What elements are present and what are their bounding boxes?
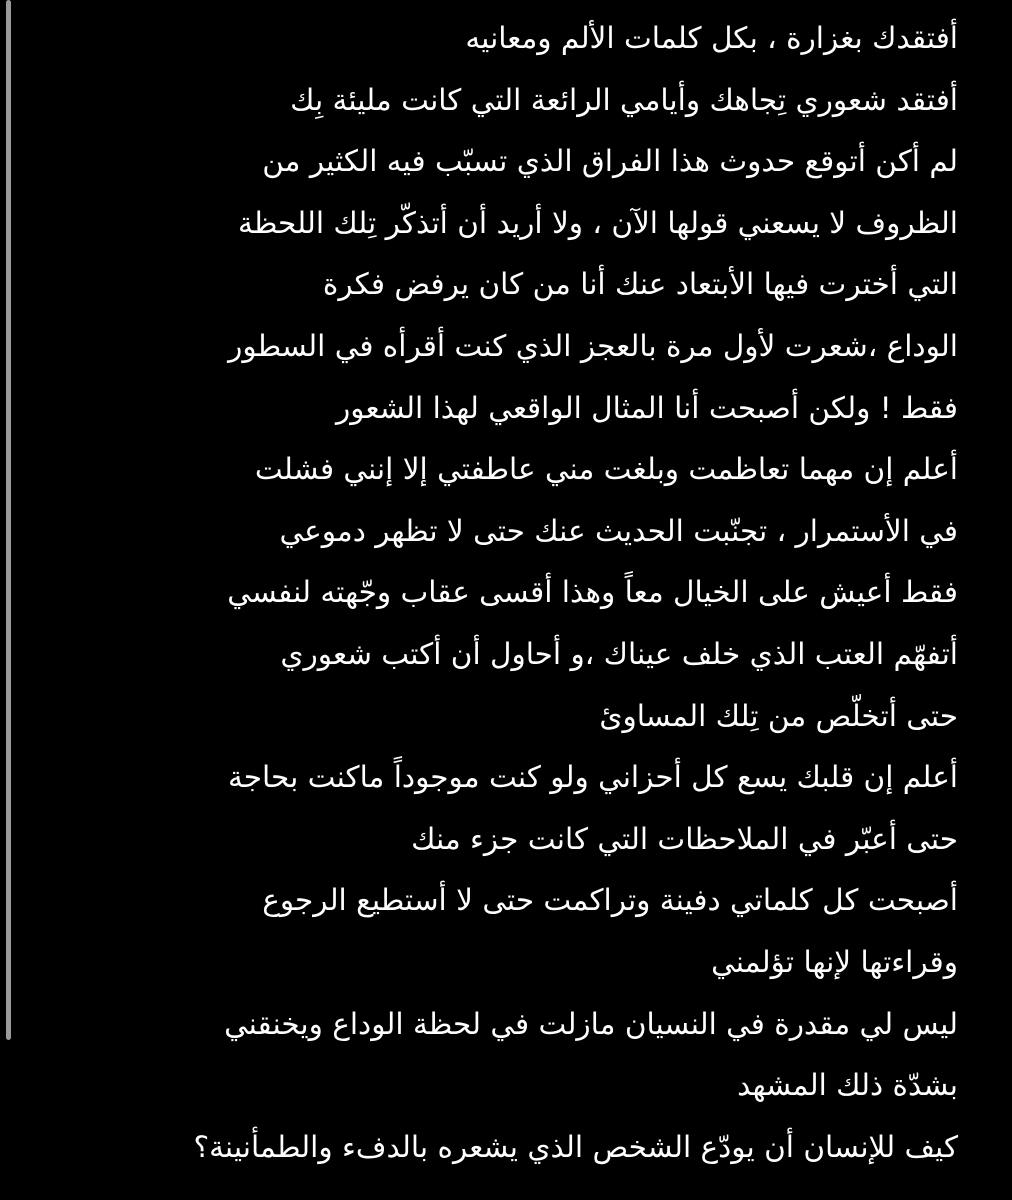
note-line-13: أعلم إن قلبك يسع كل أحزاني ولو كنت موجوداً ماكنت بحاجة	[227, 760, 958, 795]
note-line-2: أفتقد شعوري تِجاهك وأيامي الرائعة التي كانت مليئة بِك	[290, 82, 958, 117]
note-line-17: ليس لي مقدرة في النسيان مازلت في لحظة الوداع ويخنقني	[224, 1006, 958, 1041]
scrollbar-thumb[interactable]	[6, 0, 11, 1040]
note-line-5: التي أخترت فيها الأبتعاد عنك أنا من كان يرفض فكرة	[322, 267, 958, 302]
note-line-7: فقط ! ولكن أصبحت أنا المثال الواقعي لهذا الشعور	[336, 390, 958, 425]
note-line-9: في الأستمرار ، تجنّبت الحديث عنك حتى لا تظهر دموعي	[279, 513, 958, 548]
vertical-scrollbar[interactable]	[0, 0, 14, 1200]
note-line-16: وقراءتها لإنها تؤلمني	[711, 944, 958, 979]
note-line-15: أصبحت كل كلماتي دفينة وتراكمت حتى لا أستطيع الرجوع	[262, 883, 958, 918]
note-body[interactable]	[38, 8, 958, 1178]
note-line-6: الوداع ،شعرت لأول مرة بالعجز الذي كنت أقرأه في السطور	[228, 328, 958, 363]
note-line-19: كيف للإنسان أن يودّع الشخص الذي يشعره بالدفء والطمأنينة؟	[193, 1129, 958, 1164]
note-line-14: حتى أعبّر في الملاحظات التي كانت جزء منك	[411, 821, 958, 856]
note-line-11: أتفهّم العتب الذي خلف عيناك ،و أحاول أن أكتب شعوري	[280, 636, 958, 671]
note-line-12: حتى أتخلّص من تِلك المساوئ	[599, 698, 958, 733]
note-line-3: لم أكن أتوقع حدوث هذا الفراق الذي تسبّب فيه الكثير من	[262, 144, 958, 179]
note-line-10: فقط أعيش على الخيال معاً وهذا أقسى عقاب وجّهته لنفسي	[227, 575, 958, 610]
note-line-18: بشدّة ذلك المشهد	[737, 1068, 958, 1103]
note-line-1: أفتقدك بغزارة ، بكل كلمات الألم ومعانيه	[465, 21, 958, 55]
note-line-8: أعلم إن مهما تعاظمت وبلغت مني عاطفتي إلا إنني فشلت	[254, 452, 958, 487]
note-line-4: الظروف لا يسعني قولها الآن ، ولا أريد أن أتذكّر تِلك اللحظة	[238, 205, 958, 240]
